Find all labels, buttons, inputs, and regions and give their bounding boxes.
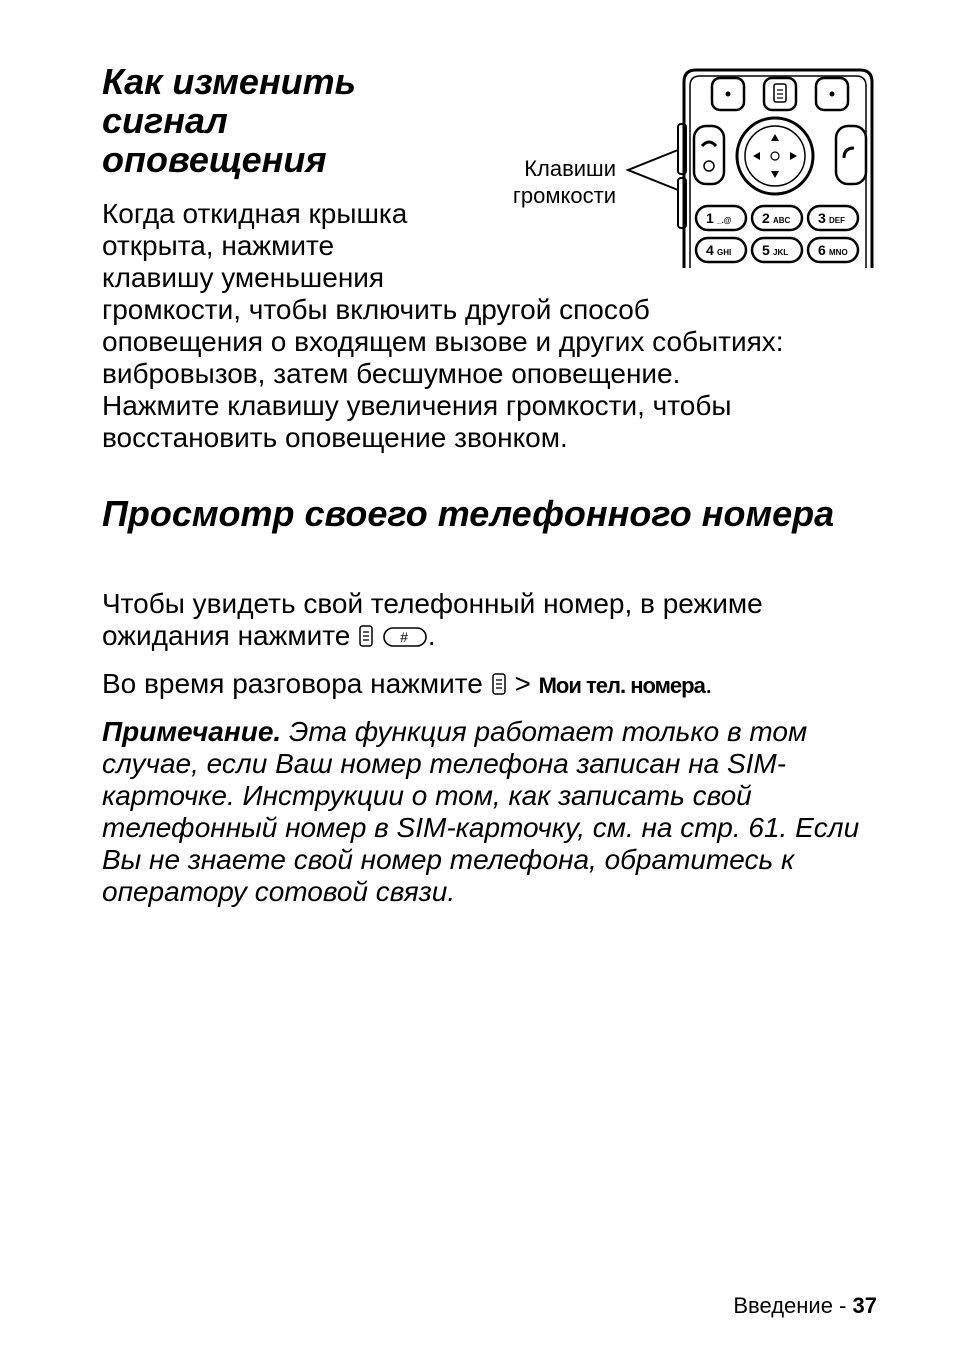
note-paragraph <box>102 716 902 908</box>
nav-ring <box>737 118 813 194</box>
own-number-instruction: Чтобы увидеть свой телефонный номер, в режиме ожидания нажмите # . <box>102 588 763 651</box>
svg-text:GHI: GHI <box>717 248 732 257</box>
section-title-alert: Как изменить сигнал оповещения <box>102 61 357 180</box>
section-title-own-number: Просмотр своего телефонного номера <box>102 493 835 534</box>
svg-text:MNO: MNO <box>829 248 848 257</box>
menu-key-icon <box>491 672 507 696</box>
svg-text:6: 6 <box>818 242 826 258</box>
svg-text:JKL: JKL <box>773 248 789 257</box>
footer-section-name: Введение - <box>733 1293 847 1318</box>
own-number-text: Чтобы увидеть свой телефонный номер, в режиме ожидания нажмите <box>102 588 763 651</box>
during-call-instruction: Во время разговора нажмите > Мои тел. номера. <box>102 668 713 699</box>
svg-text:3: 3 <box>818 210 826 226</box>
alert-continuation-text: громкости, чтобы включить другой способ оповещения о входящем вызове и других событиях: вибровызов, затем бесшумное оповещение. Нажмите клавишу увеличения громкости, чтобы восстановить оповещение звонком. <box>102 294 784 453</box>
callout-lines <box>628 150 678 190</box>
note-text: Эта функция работает только в том случае, если Ваш номер телефона записан на SIM-карточке. Инструкции о том, как записать свой телефонный номер в SIM-карточку, см. на стр. 61. Если Вы не знаете свой номер телефона, обратитесь к оператору сотовой связи. <box>102 716 860 907</box>
svg-text:4: 4 <box>706 242 714 258</box>
svg-text:DEF: DEF <box>829 216 845 225</box>
menu-key-icon <box>358 624 374 648</box>
svg-text:#: # <box>399 629 408 645</box>
figure-caption-volume-keys: Клавиши громкости <box>512 156 616 208</box>
menu-item-my-numbers: Мои тел. номера <box>538 673 705 698</box>
send-key <box>694 126 724 184</box>
phone-keypad-illustration <box>620 62 880 272</box>
svg-text:2: 2 <box>762 210 770 226</box>
svg-text:1: 1 <box>706 210 714 226</box>
alert-intro-text: Когда откидная крышка открыта, нажмите клавишу уменьшения <box>102 198 408 293</box>
hash-key-icon <box>382 626 428 648</box>
note-label: Примечание. <box>102 716 282 747</box>
page-number: 37 <box>852 1293 877 1318</box>
svg-text:ABC: ABC <box>773 216 791 225</box>
end-key <box>836 126 866 184</box>
svg-text:5: 5 <box>762 242 770 258</box>
svg-text:_.@: _.@ <box>717 216 732 225</box>
page-footer <box>733 1292 877 1320</box>
